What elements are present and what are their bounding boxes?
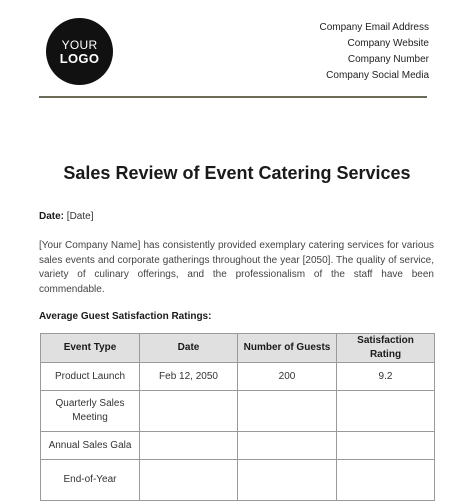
date-line	[39, 211, 93, 222]
table-row	[41, 432, 435, 460]
cell-rating	[337, 460, 435, 501]
company-email: Company Email Address	[319, 22, 429, 33]
cell-guests	[238, 460, 337, 501]
cell-date	[140, 432, 238, 460]
cell-event-type: End-of-Year	[41, 460, 140, 501]
header-divider	[39, 96, 427, 98]
ratings-heading: Average Guest Satisfaction Ratings:	[39, 311, 212, 322]
company-website: Company Website	[347, 38, 429, 49]
document-title: Sales Review of Event Catering Services	[63, 163, 411, 183]
cell-event-type: Annual Sales Gala	[41, 432, 140, 460]
cell-guests	[238, 391, 337, 432]
table-row	[41, 460, 435, 501]
ratings-table	[40, 333, 435, 501]
header-satisfaction-rating: Satisfaction Rating	[337, 334, 435, 363]
table-row	[41, 391, 435, 432]
date-label: Date:	[39, 211, 65, 222]
cell-date	[140, 460, 238, 501]
cell-guests: 200	[238, 363, 337, 391]
table-row	[41, 363, 435, 391]
cell-date: Feb 12, 2050	[140, 363, 238, 391]
cell-rating: 9.2	[337, 363, 435, 391]
header-number-of-guests: Number of Guests	[238, 334, 337, 363]
cell-event-type: Product Launch	[41, 363, 140, 391]
cell-guests	[238, 432, 337, 460]
cell-rating	[337, 432, 435, 460]
table-header-row	[41, 334, 435, 363]
cell-date	[140, 391, 238, 432]
header-date: Date	[140, 334, 238, 363]
logo-line-1: YOUR	[61, 37, 98, 52]
company-info	[320, 20, 430, 84]
intro-paragraph: [Your Company Name] has consistently provided exemplary catering services for various sales events and corporate gatherings throughout the year [2050]. The quality of service, variety of culinary offerings, and the professionalism of the staff have been commendable.	[39, 240, 434, 295]
logo-line-2: LOGO	[59, 50, 100, 66]
date-value: [Date]	[66, 211, 94, 222]
header-event-type: Event Type	[41, 334, 140, 363]
cell-event-type: Quarterly Sales Meeting	[41, 391, 140, 432]
cell-rating	[337, 391, 435, 432]
company-number: Company Number	[347, 54, 429, 65]
company-logo	[46, 18, 113, 85]
company-social-media: Company Social Media	[326, 70, 429, 81]
